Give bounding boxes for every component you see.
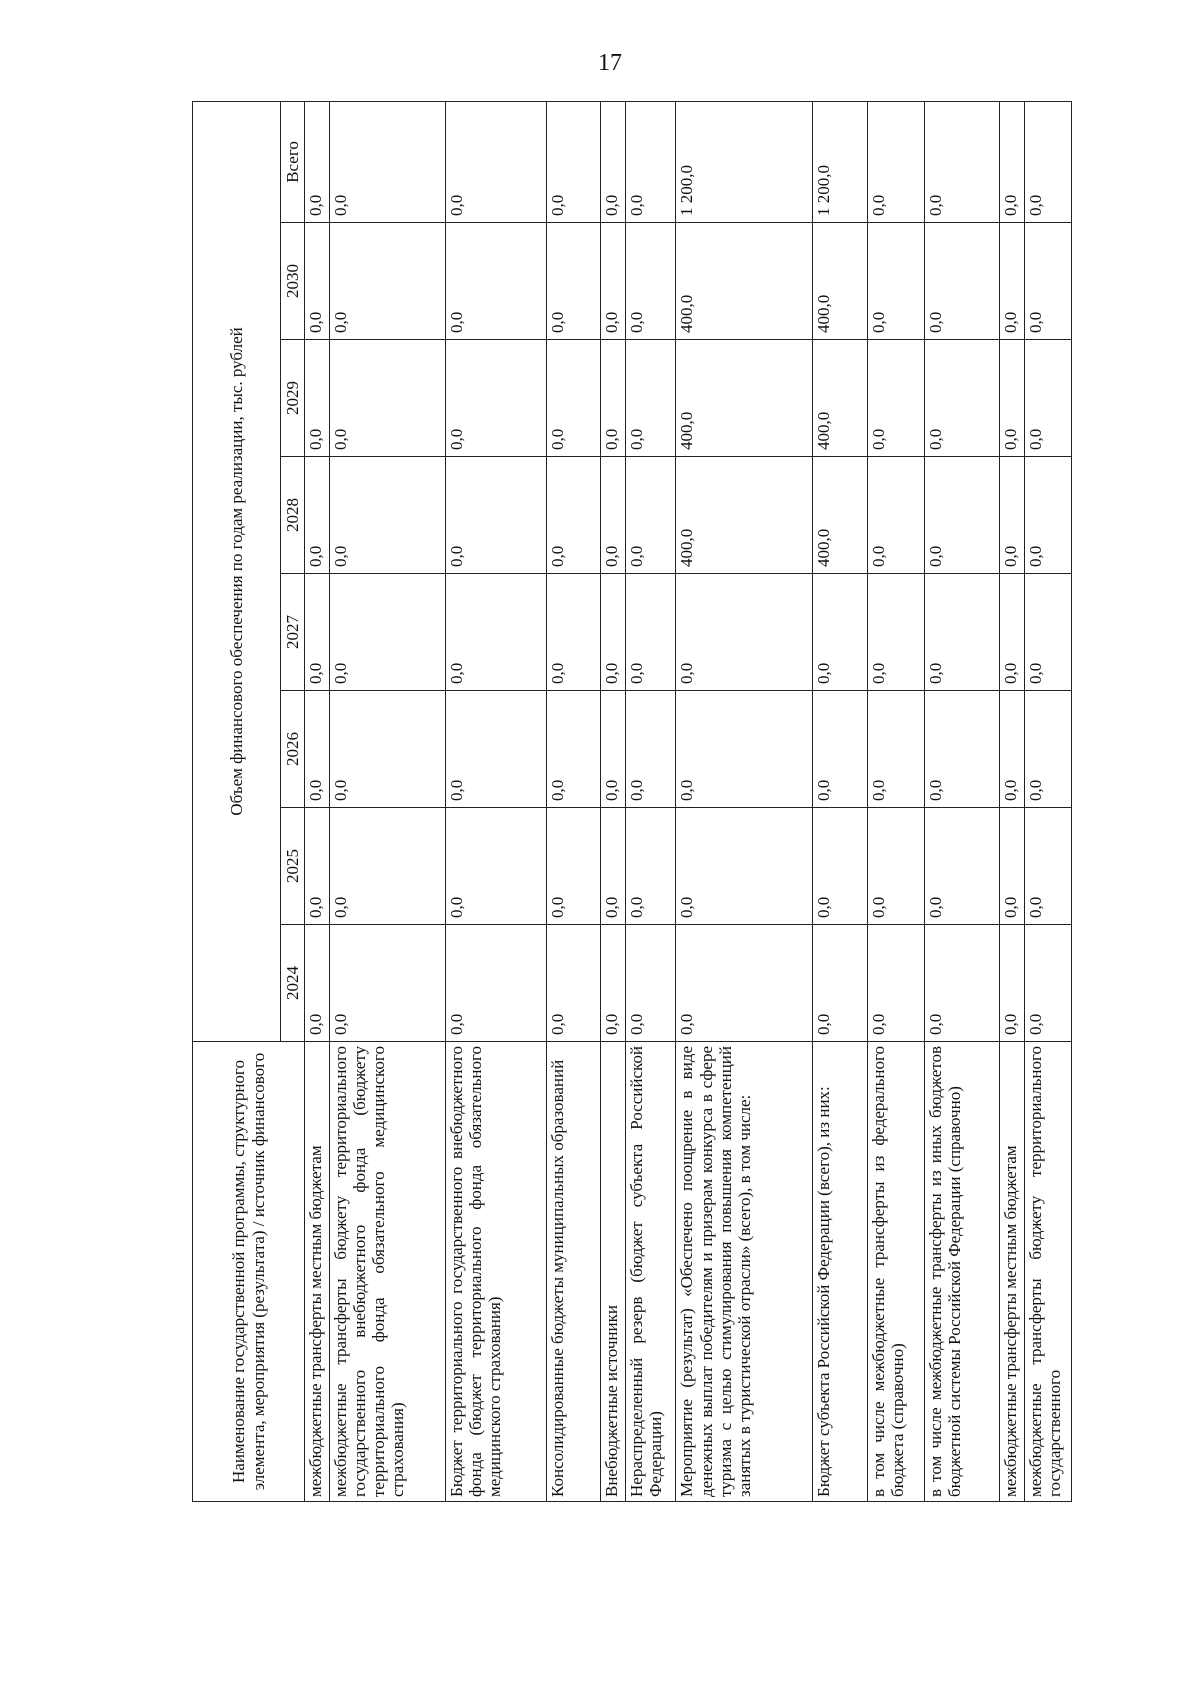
value-cell: 0,0: [330, 925, 446, 1042]
value-cell: 0,0: [867, 457, 924, 574]
value-cell: 0,0: [626, 457, 676, 574]
value-cell: 0,0: [626, 101, 676, 222]
header-year-6: 2030: [281, 223, 305, 340]
value-cell: 0,0: [446, 691, 546, 808]
value-cell: 0,0: [626, 808, 676, 925]
table-row: [676, 101, 813, 1501]
table-row: [330, 101, 446, 1501]
value-cell: 0,0: [330, 574, 446, 691]
row-name-cell: Консолидированные бюджеты муниципальных образований: [546, 1042, 601, 1502]
value-cell: 0,0: [546, 574, 601, 691]
value-cell: 0,0: [626, 925, 676, 1042]
value-cell: 0,0: [546, 223, 601, 340]
value-cell: 0,0: [924, 808, 999, 925]
value-cell: 0,0: [601, 101, 626, 222]
value-cell: 0,0: [924, 223, 999, 340]
value-cell: 0,0: [305, 574, 330, 691]
header-year-2: 2026: [281, 691, 305, 808]
value-cell: 0,0: [546, 808, 601, 925]
header-year-7: Всего: [281, 101, 305, 222]
value-cell: 0,0: [676, 691, 813, 808]
table-row: [924, 101, 999, 1501]
row-name-cell: Бюджет субъекта Российской Федерации (всего), из них:: [813, 1042, 868, 1502]
value-cell: 0,0: [546, 457, 601, 574]
header-year-1: 2025: [281, 808, 305, 925]
value-cell: 0,0: [546, 691, 601, 808]
value-cell: 0,0: [601, 340, 626, 457]
value-cell: 0,0: [813, 925, 868, 1042]
value-cell: 0,0: [305, 223, 330, 340]
value-cell: 0,0: [867, 101, 924, 222]
financing-table: [192, 101, 1072, 1502]
value-cell: 400,0: [813, 457, 868, 574]
value-cell: 0,0: [446, 808, 546, 925]
value-cell: 0,0: [330, 223, 446, 340]
value-cell: 0,0: [867, 223, 924, 340]
value-cell: 0,0: [601, 925, 626, 1042]
table-row: [626, 101, 676, 1501]
row-name-cell: Внебюджетные источники: [601, 1042, 626, 1502]
value-cell: 0,0: [924, 340, 999, 457]
value-cell: 0,0: [676, 574, 813, 691]
value-cell: 0,0: [601, 457, 626, 574]
header-financing-volume: Объем финансового обеспечения по годам реализации, тыс. рублей: [193, 101, 281, 1041]
value-cell: 0,0: [867, 808, 924, 925]
value-cell: 0,0: [446, 574, 546, 691]
value-cell: 0,0: [924, 691, 999, 808]
value-cell: 0,0: [924, 574, 999, 691]
value-cell: 0,0: [601, 691, 626, 808]
value-cell: 1 200,0: [676, 101, 813, 222]
table-row: [446, 101, 546, 1501]
value-cell: 0,0: [546, 340, 601, 457]
table-row: [1000, 101, 1025, 1501]
value-cell: 0,0: [1000, 691, 1025, 808]
value-cell: 0,0: [446, 925, 546, 1042]
value-cell: 0,0: [1025, 223, 1072, 340]
value-cell: 0,0: [924, 101, 999, 222]
value-cell: 0,0: [446, 457, 546, 574]
header-year-4: 2028: [281, 457, 305, 574]
value-cell: 0,0: [626, 691, 676, 808]
value-cell: 0,0: [330, 808, 446, 925]
value-cell: 400,0: [813, 223, 868, 340]
financing-table-rotated: [192, 102, 1072, 1502]
value-cell: 0,0: [676, 808, 813, 925]
value-cell: 0,0: [1000, 574, 1025, 691]
value-cell: 0,0: [446, 223, 546, 340]
value-cell: 0,0: [1025, 925, 1072, 1042]
value-cell: 0,0: [1025, 101, 1072, 222]
table-row: [813, 101, 868, 1501]
value-cell: 0,0: [1025, 691, 1072, 808]
value-cell: 0,0: [1000, 223, 1025, 340]
table-row: [546, 101, 601, 1501]
value-cell: 0,0: [867, 340, 924, 457]
value-cell: 0,0: [330, 691, 446, 808]
value-cell: 0,0: [626, 574, 676, 691]
header-year-5: 2029: [281, 340, 305, 457]
header-year-3: 2027: [281, 574, 305, 691]
value-cell: 0,0: [446, 340, 546, 457]
row-name-cell: в том числе межбюджетные трансферты из иных бюджетов бюджетной системы Российской Федерации (справочно): [924, 1042, 999, 1502]
value-cell: 0,0: [1000, 340, 1025, 457]
table-row: [1025, 101, 1072, 1501]
value-cell: 400,0: [676, 457, 813, 574]
value-cell: 0,0: [1025, 808, 1072, 925]
table-row: [867, 101, 924, 1501]
value-cell: 0,0: [546, 101, 601, 222]
value-cell: 0,0: [446, 101, 546, 222]
value-cell: 0,0: [626, 223, 676, 340]
value-cell: 0,0: [867, 574, 924, 691]
row-name-cell: межбюджетные трансферты местным бюджетам: [305, 1042, 330, 1502]
value-cell: 0,0: [924, 925, 999, 1042]
value-cell: 0,0: [813, 808, 868, 925]
value-cell: 0,0: [305, 101, 330, 222]
value-cell: 0,0: [305, 457, 330, 574]
value-cell: 400,0: [676, 340, 813, 457]
value-cell: 0,0: [305, 691, 330, 808]
table-row: [601, 101, 626, 1501]
value-cell: 0,0: [1000, 457, 1025, 574]
value-cell: 1 200,0: [813, 101, 868, 222]
value-cell: 0,0: [1000, 925, 1025, 1042]
value-cell: 0,0: [626, 340, 676, 457]
value-cell: 0,0: [305, 925, 330, 1042]
row-name-cell: в том числе межбюджетные трансферты из федерального бюджета (справочно): [867, 1042, 924, 1502]
value-cell: 0,0: [546, 925, 601, 1042]
value-cell: 0,0: [1025, 574, 1072, 691]
value-cell: 0,0: [601, 808, 626, 925]
value-cell: 0,0: [330, 457, 446, 574]
value-cell: 400,0: [676, 223, 813, 340]
value-cell: 0,0: [601, 223, 626, 340]
table-body: [305, 101, 1072, 1501]
value-cell: 0,0: [924, 457, 999, 574]
value-cell: 0,0: [1000, 101, 1025, 222]
value-cell: 0,0: [305, 340, 330, 457]
value-cell: 0,0: [330, 340, 446, 457]
value-cell: 0,0: [867, 691, 924, 808]
value-cell: 0,0: [305, 808, 330, 925]
value-cell: 0,0: [1025, 457, 1072, 574]
table-row: [305, 101, 330, 1501]
page-number: 17: [598, 50, 622, 76]
header-year-0: 2024: [281, 925, 305, 1042]
row-name-cell: Мероприятие (результат) «Обеспечено поощрение в виде денежных выплат победителям и призерам конкурса в сфере туризма с целью стимулирования повышения компетенций занятых в туристической отрасли» (всего), в том числе:: [676, 1042, 813, 1502]
header-program-name: Наименование государственной программы, структурного элемента, мероприятия (результата) / источник финансового: [193, 1042, 305, 1502]
row-name-cell: Бюджет территориального государственного внебюджетного фонда (бюджет территориального фонда обязательного медицинского страхования): [446, 1042, 546, 1502]
value-cell: 0,0: [813, 691, 868, 808]
value-cell: 0,0: [330, 101, 446, 222]
row-name-cell: межбюджетные трансферты бюджету территориального государственного: [1025, 1042, 1072, 1502]
value-cell: 0,0: [601, 574, 626, 691]
row-name-cell: Нераспределенный резерв (бюджет субъекта Российской Федерации): [626, 1042, 676, 1502]
value-cell: 0,0: [1025, 340, 1072, 457]
value-cell: 0,0: [813, 574, 868, 691]
value-cell: 0,0: [1000, 808, 1025, 925]
value-cell: 0,0: [867, 925, 924, 1042]
value-cell: 0,0: [676, 925, 813, 1042]
value-cell: 400,0: [813, 340, 868, 457]
row-name-cell: межбюджетные трансферты бюджету территориального государственного внебюджетного фонда (бюджету территориального фонда обязательного медицинского страхования): [330, 1042, 446, 1502]
row-name-cell: межбюджетные трансферты местным бюджетам: [1000, 1042, 1025, 1502]
